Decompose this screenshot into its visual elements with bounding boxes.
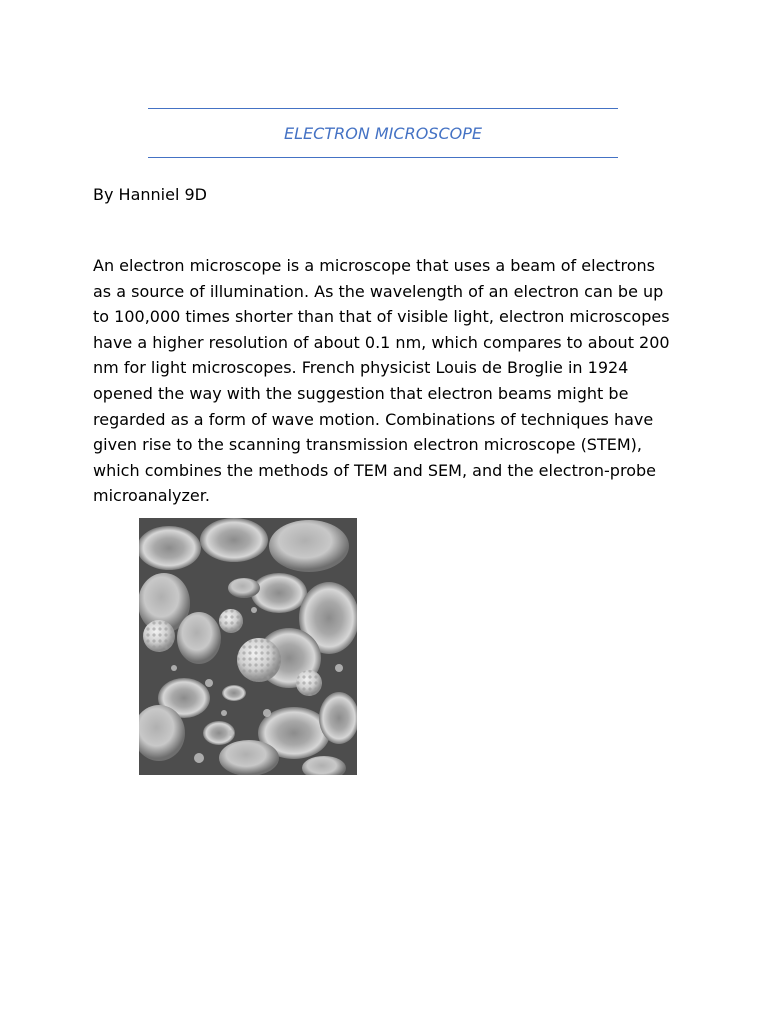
author-line: By Hanniel 9D xyxy=(93,185,207,204)
blood-cells-micrograph xyxy=(139,518,357,775)
body-paragraph: An electron microscope is a microscope that uses a beam of electrons as a source of illumination. As the wavelength of an electron can be up to 100,000 times shorter than that of visible light, electron microscopes have a higher resolution of about 0.1 nm, which compares to about 200 nm for light microscopes. French physicist Louis de Broglie in 1924 opened the way with the suggestion that electron beams might be regarded as a form of wave motion. Combinations of techniques have given rise to the scanning transmission electron microscope (STEM), which combines the methods of TEM and SEM, and the electron-probe microanalyzer. xyxy=(93,256,670,506)
document-title: ELECTRON MICROSCOPE xyxy=(284,124,482,143)
title-block xyxy=(148,108,618,158)
